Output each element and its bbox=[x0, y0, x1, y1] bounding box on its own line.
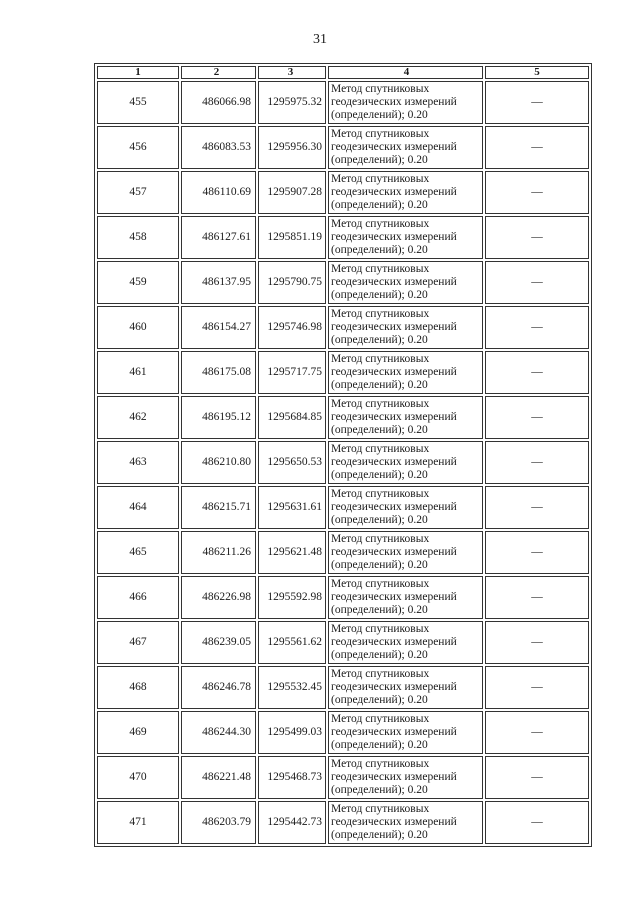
method-line-1: Метод спутниковых bbox=[331, 218, 430, 230]
point-number: 469 bbox=[129, 726, 147, 738]
method-cell bbox=[328, 396, 483, 439]
method-cell bbox=[328, 531, 483, 574]
table-header-row bbox=[97, 66, 589, 79]
point-number-cell bbox=[97, 306, 179, 349]
point-number: 467 bbox=[129, 636, 147, 648]
y-coordinate: 1295717.75 bbox=[267, 366, 322, 378]
point-number: 468 bbox=[129, 681, 147, 693]
y-coordinate-cell bbox=[258, 666, 326, 709]
point-number: 459 bbox=[129, 276, 147, 288]
point-number: 461 bbox=[129, 366, 147, 378]
y-coordinate: 1295790.75 bbox=[267, 276, 322, 288]
y-coordinate-cell bbox=[258, 171, 326, 214]
y-coordinate-cell bbox=[258, 441, 326, 484]
y-coordinate-cell bbox=[258, 261, 326, 304]
note-dash: — bbox=[531, 186, 543, 198]
point-number-cell bbox=[97, 486, 179, 529]
method-cell bbox=[328, 81, 483, 124]
page-number: 31 bbox=[313, 32, 327, 47]
x-coordinate: 486211.26 bbox=[202, 546, 251, 558]
note-dash: — bbox=[531, 501, 543, 513]
table-row bbox=[97, 351, 589, 394]
table-row bbox=[97, 441, 589, 484]
y-coordinate-cell bbox=[258, 396, 326, 439]
x-coordinate-cell bbox=[181, 486, 256, 529]
note-cell bbox=[485, 621, 589, 664]
table-row bbox=[97, 261, 589, 304]
column-header-5: 5 bbox=[485, 66, 589, 79]
point-number-cell bbox=[97, 216, 179, 259]
y-coordinate: 1295592.98 bbox=[267, 591, 322, 603]
method-line-2: геодезических измерений bbox=[331, 501, 457, 513]
method-line-3: (определений); 0.20 bbox=[331, 739, 428, 751]
method-line-2: геодезических измерений bbox=[331, 771, 457, 783]
method-line-2: геодезических измерений bbox=[331, 186, 457, 198]
x-coordinate: 486154.27 bbox=[202, 321, 251, 333]
method-line-3: (определений); 0.20 bbox=[331, 829, 428, 841]
table-row bbox=[97, 666, 589, 709]
method-cell bbox=[328, 216, 483, 259]
note-cell bbox=[485, 711, 589, 754]
x-coordinate-cell bbox=[181, 531, 256, 574]
y-coordinate: 1295442.73 bbox=[267, 816, 322, 828]
method-cell bbox=[328, 486, 483, 529]
method-line-1: Метод спутниковых bbox=[331, 83, 430, 95]
table-row bbox=[97, 486, 589, 529]
method-line-1: Метод спутниковых bbox=[331, 578, 430, 590]
note-dash: — bbox=[531, 816, 543, 828]
method-line-3: (определений); 0.20 bbox=[331, 334, 428, 346]
x-coordinate-cell bbox=[181, 261, 256, 304]
note-cell bbox=[485, 81, 589, 124]
point-number-cell bbox=[97, 396, 179, 439]
method-cell bbox=[328, 126, 483, 169]
note-dash: — bbox=[531, 141, 543, 153]
note-dash: — bbox=[531, 411, 543, 423]
x-coordinate: 486066.98 bbox=[202, 96, 251, 108]
method-cell bbox=[328, 261, 483, 304]
y-coordinate: 1295561.62 bbox=[267, 636, 322, 648]
x-coordinate: 486127.61 bbox=[202, 231, 251, 243]
y-coordinate-cell bbox=[258, 711, 326, 754]
point-number: 458 bbox=[129, 231, 147, 243]
point-number-cell bbox=[97, 351, 179, 394]
method-line-3: (определений); 0.20 bbox=[331, 199, 428, 211]
y-coordinate: 1295684.85 bbox=[267, 411, 322, 423]
method-cell bbox=[328, 441, 483, 484]
point-number: 471 bbox=[129, 816, 147, 828]
x-coordinate: 486175.08 bbox=[202, 366, 251, 378]
note-dash: — bbox=[531, 636, 543, 648]
y-coordinate-cell bbox=[258, 81, 326, 124]
table-row bbox=[97, 621, 589, 664]
table-row bbox=[97, 576, 589, 619]
x-coordinate-cell bbox=[181, 441, 256, 484]
point-number-cell bbox=[97, 621, 179, 664]
x-coordinate-cell bbox=[181, 711, 256, 754]
y-coordinate: 1295956.30 bbox=[267, 141, 322, 153]
note-cell bbox=[485, 441, 589, 484]
y-coordinate-cell bbox=[258, 306, 326, 349]
y-coordinate: 1295851.19 bbox=[267, 231, 322, 243]
method-line-3: (определений); 0.20 bbox=[331, 109, 428, 121]
column-header-3: 3 bbox=[258, 66, 326, 79]
note-cell bbox=[485, 801, 589, 844]
y-coordinate: 1295650.53 bbox=[267, 456, 322, 468]
note-cell bbox=[485, 306, 589, 349]
column-header-1: 1 bbox=[97, 66, 179, 79]
x-coordinate: 486083.53 bbox=[202, 141, 251, 153]
note-dash: — bbox=[531, 771, 543, 783]
note-dash: — bbox=[531, 591, 543, 603]
method-line-3: (определений); 0.20 bbox=[331, 379, 428, 391]
x-coordinate: 486246.78 bbox=[202, 681, 251, 693]
x-coordinate: 486239.05 bbox=[202, 636, 251, 648]
note-dash: — bbox=[531, 456, 543, 468]
method-line-1: Метод спутниковых bbox=[331, 443, 430, 455]
method-line-1: Метод спутниковых bbox=[331, 758, 430, 770]
method-cell bbox=[328, 351, 483, 394]
point-number-cell bbox=[97, 576, 179, 619]
method-line-2: геодезических измерений bbox=[331, 726, 457, 738]
point-number-cell bbox=[97, 531, 179, 574]
point-number-cell bbox=[97, 801, 179, 844]
point-number-cell bbox=[97, 756, 179, 799]
y-coordinate: 1295631.61 bbox=[267, 501, 322, 513]
method-line-1: Метод спутниковых bbox=[331, 488, 430, 500]
x-coordinate: 486203.79 bbox=[202, 816, 251, 828]
table-row bbox=[97, 711, 589, 754]
method-cell bbox=[328, 801, 483, 844]
point-number-cell bbox=[97, 81, 179, 124]
x-coordinate-cell bbox=[181, 756, 256, 799]
method-line-2: геодезических измерений bbox=[331, 96, 457, 108]
note-dash: — bbox=[531, 96, 543, 108]
table-row bbox=[97, 81, 589, 124]
method-line-2: геодезических измерений bbox=[331, 231, 457, 243]
note-dash: — bbox=[531, 321, 543, 333]
method-line-3: (определений); 0.20 bbox=[331, 784, 428, 796]
note-cell bbox=[485, 351, 589, 394]
note-cell bbox=[485, 756, 589, 799]
method-cell bbox=[328, 576, 483, 619]
point-number: 460 bbox=[129, 321, 147, 333]
column-header-2: 2 bbox=[181, 66, 256, 79]
x-coordinate-cell bbox=[181, 801, 256, 844]
method-cell bbox=[328, 711, 483, 754]
method-cell bbox=[328, 306, 483, 349]
method-line-1: Метод спутниковых bbox=[331, 668, 430, 680]
table-row bbox=[97, 216, 589, 259]
y-coordinate-cell bbox=[258, 621, 326, 664]
y-coordinate-cell bbox=[258, 351, 326, 394]
y-coordinate-cell bbox=[258, 531, 326, 574]
method-line-2: геодезических измерений bbox=[331, 411, 457, 423]
method-cell bbox=[328, 171, 483, 214]
y-coordinate-cell bbox=[258, 801, 326, 844]
x-coordinate-cell bbox=[181, 351, 256, 394]
y-coordinate-cell bbox=[258, 756, 326, 799]
table-row bbox=[97, 306, 589, 349]
x-coordinate: 486210.80 bbox=[202, 456, 251, 468]
table-row bbox=[97, 531, 589, 574]
method-line-2: геодезических измерений bbox=[331, 366, 457, 378]
method-line-1: Метод спутниковых bbox=[331, 533, 430, 545]
column-header-4: 4 bbox=[328, 66, 483, 79]
method-line-1: Метод спутниковых bbox=[331, 803, 430, 815]
note-dash: — bbox=[531, 366, 543, 378]
coordinates-table bbox=[94, 63, 592, 847]
method-line-2: геодезических измерений bbox=[331, 636, 457, 648]
note-dash: — bbox=[531, 681, 543, 693]
method-line-3: (определений); 0.20 bbox=[331, 424, 428, 436]
point-number-cell bbox=[97, 711, 179, 754]
method-line-2: геодезических измерений bbox=[331, 321, 457, 333]
method-line-3: (определений); 0.20 bbox=[331, 694, 428, 706]
note-cell bbox=[485, 396, 589, 439]
method-line-1: Метод спутниковых bbox=[331, 173, 430, 185]
table-row bbox=[97, 396, 589, 439]
method-line-1: Метод спутниковых bbox=[331, 353, 430, 365]
note-cell bbox=[485, 216, 589, 259]
method-line-2: геодезических измерений bbox=[331, 816, 457, 828]
y-coordinate: 1295621.48 bbox=[267, 546, 322, 558]
point-number-cell bbox=[97, 171, 179, 214]
point-number: 470 bbox=[129, 771, 147, 783]
y-coordinate: 1295499.03 bbox=[267, 726, 322, 738]
note-dash: — bbox=[531, 276, 543, 288]
note-dash: — bbox=[531, 546, 543, 558]
y-coordinate-cell bbox=[258, 576, 326, 619]
method-line-1: Метод спутниковых bbox=[331, 398, 430, 410]
method-line-2: геодезических измерений bbox=[331, 276, 457, 288]
method-line-2: геодезических измерений bbox=[331, 681, 457, 693]
y-coordinate: 1295532.45 bbox=[267, 681, 322, 693]
y-coordinate-cell bbox=[258, 126, 326, 169]
method-line-3: (определений); 0.20 bbox=[331, 559, 428, 571]
x-coordinate-cell bbox=[181, 216, 256, 259]
method-line-2: геодезических измерений bbox=[331, 456, 457, 468]
method-line-1: Метод спутниковых bbox=[331, 308, 430, 320]
method-line-2: геодезических измерений bbox=[331, 591, 457, 603]
x-coordinate-cell bbox=[181, 306, 256, 349]
x-coordinate-cell bbox=[181, 621, 256, 664]
note-cell bbox=[485, 576, 589, 619]
x-coordinate-cell bbox=[181, 396, 256, 439]
method-cell bbox=[328, 666, 483, 709]
note-cell bbox=[485, 126, 589, 169]
y-coordinate: 1295907.28 bbox=[267, 186, 322, 198]
table-row bbox=[97, 126, 589, 169]
note-cell bbox=[485, 261, 589, 304]
point-number: 455 bbox=[129, 96, 147, 108]
method-line-3: (определений); 0.20 bbox=[331, 649, 428, 661]
y-coordinate: 1295468.73 bbox=[267, 771, 322, 783]
method-line-3: (определений); 0.20 bbox=[331, 289, 428, 301]
x-coordinate: 486195.12 bbox=[202, 411, 251, 423]
x-coordinate: 486244.30 bbox=[202, 726, 251, 738]
note-cell bbox=[485, 486, 589, 529]
point-number: 466 bbox=[129, 591, 147, 603]
method-line-2: геодезических измерений bbox=[331, 546, 457, 558]
y-coordinate: 1295975.32 bbox=[267, 96, 322, 108]
x-coordinate: 486110.69 bbox=[202, 186, 251, 198]
point-number: 463 bbox=[129, 456, 147, 468]
point-number-cell bbox=[97, 441, 179, 484]
y-coordinate-cell bbox=[258, 216, 326, 259]
point-number: 457 bbox=[129, 186, 147, 198]
method-line-1: Метод спутниковых bbox=[331, 713, 430, 725]
y-coordinate: 1295746.98 bbox=[267, 321, 322, 333]
x-coordinate: 486221.48 bbox=[202, 771, 251, 783]
note-dash: — bbox=[531, 726, 543, 738]
note-cell bbox=[485, 666, 589, 709]
method-line-3: (определений); 0.20 bbox=[331, 154, 428, 166]
point-number: 464 bbox=[129, 501, 147, 513]
note-dash: — bbox=[531, 231, 543, 243]
point-number-cell bbox=[97, 126, 179, 169]
method-line-3: (определений); 0.20 bbox=[331, 514, 428, 526]
x-coordinate: 486137.95 bbox=[202, 276, 251, 288]
method-cell bbox=[328, 621, 483, 664]
x-coordinate-cell bbox=[181, 171, 256, 214]
point-number: 462 bbox=[129, 411, 147, 423]
x-coordinate: 486215.71 bbox=[202, 501, 251, 513]
y-coordinate-cell bbox=[258, 486, 326, 529]
method-line-3: (определений); 0.20 bbox=[331, 244, 428, 256]
x-coordinate-cell bbox=[181, 81, 256, 124]
method-line-1: Метод спутниковых bbox=[331, 128, 430, 140]
table-row bbox=[97, 756, 589, 799]
method-line-3: (определений); 0.20 bbox=[331, 604, 428, 616]
point-number: 456 bbox=[129, 141, 147, 153]
method-line-3: (определений); 0.20 bbox=[331, 469, 428, 481]
x-coordinate-cell bbox=[181, 666, 256, 709]
table-row bbox=[97, 801, 589, 844]
method-cell bbox=[328, 756, 483, 799]
method-line-1: Метод спутниковых bbox=[331, 623, 430, 635]
note-cell bbox=[485, 171, 589, 214]
point-number: 465 bbox=[129, 546, 147, 558]
point-number-cell bbox=[97, 261, 179, 304]
x-coordinate: 486226.98 bbox=[202, 591, 251, 603]
point-number-cell bbox=[97, 666, 179, 709]
method-line-2: геодезических измерений bbox=[331, 141, 457, 153]
table-row bbox=[97, 171, 589, 214]
method-line-1: Метод спутниковых bbox=[331, 263, 430, 275]
note-cell bbox=[485, 531, 589, 574]
x-coordinate-cell bbox=[181, 576, 256, 619]
x-coordinate-cell bbox=[181, 126, 256, 169]
